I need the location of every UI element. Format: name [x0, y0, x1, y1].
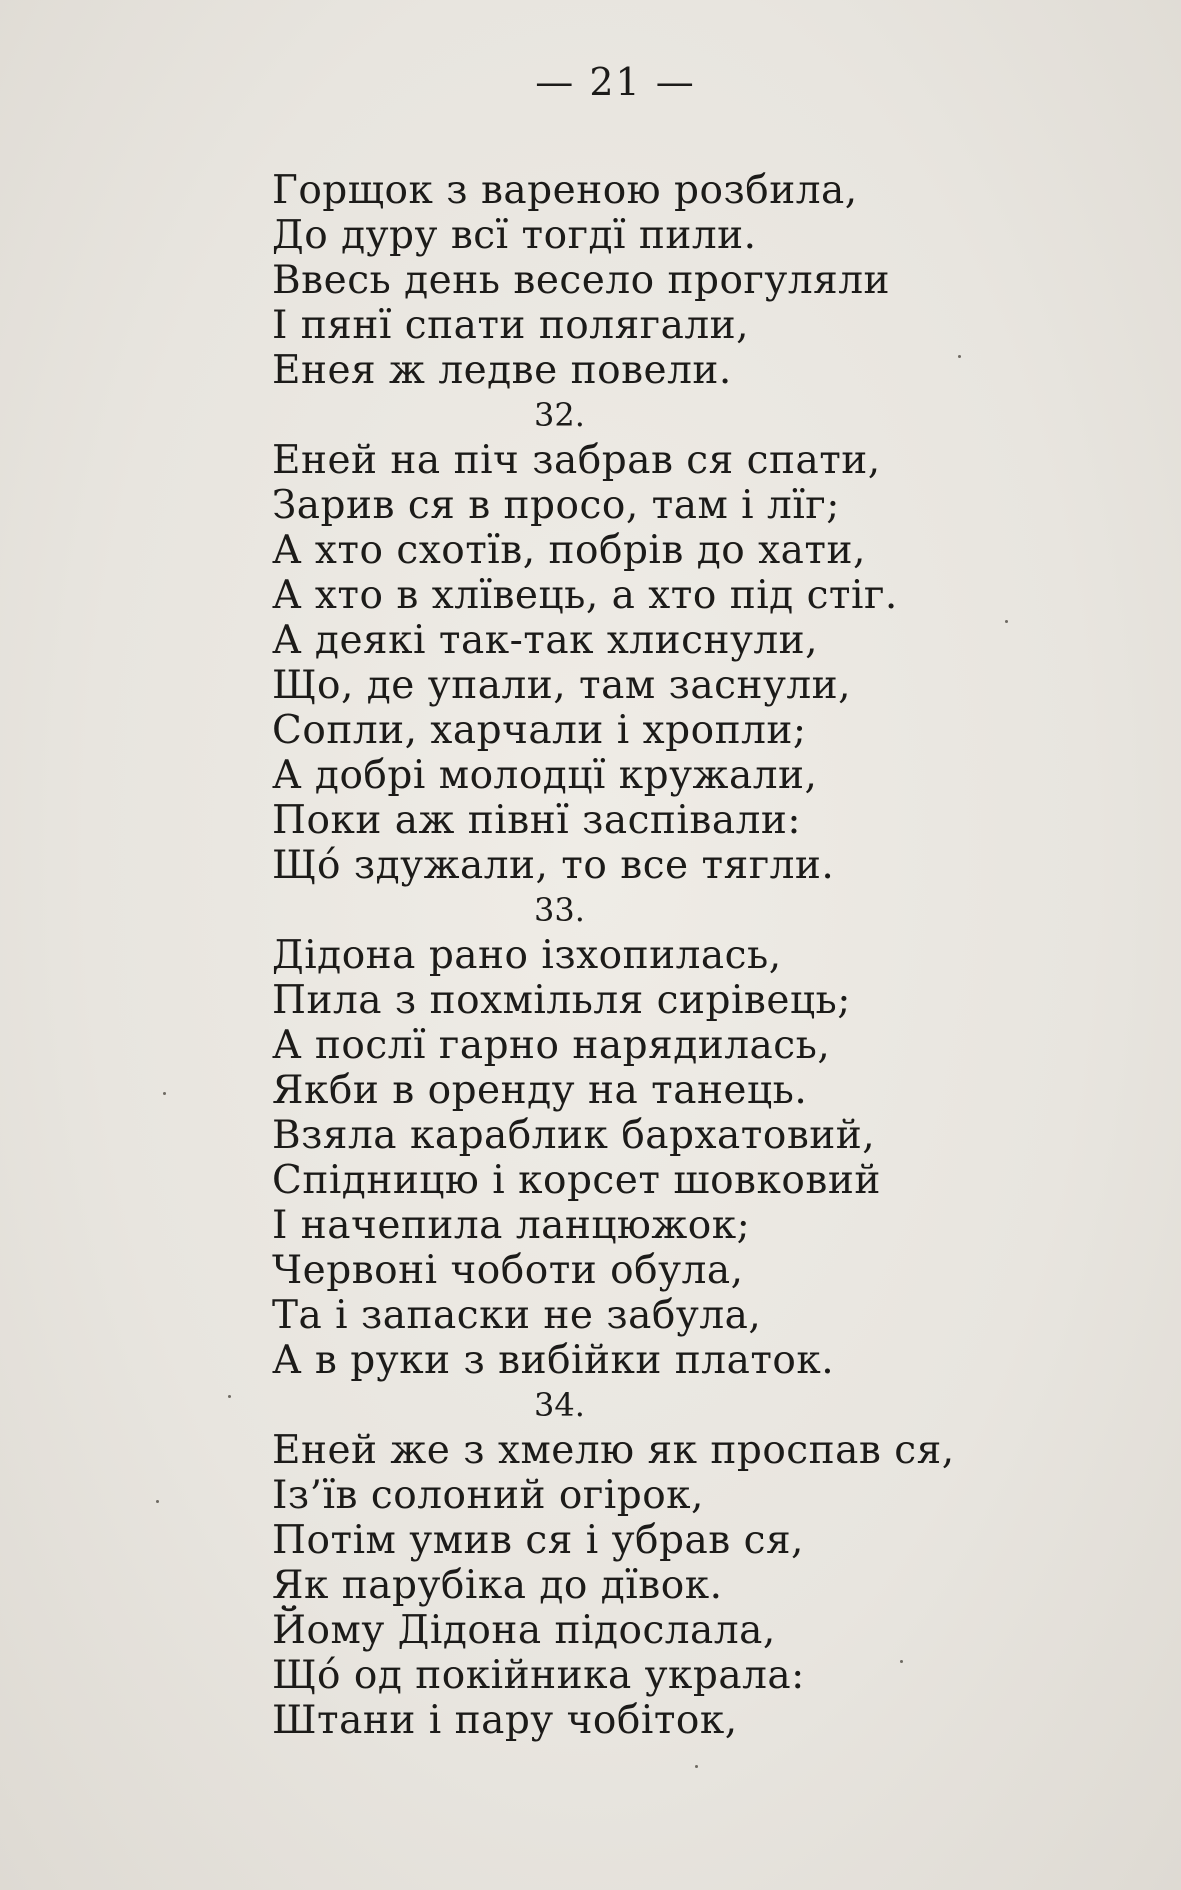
- verse-line: Якби в оренду на танець.: [272, 1068, 808, 1113]
- verse-line: Взяла караблик бархатовий,: [272, 1113, 876, 1158]
- paper-speck: [958, 355, 961, 358]
- stanza-number: 32.: [534, 396, 585, 434]
- verse-line: Еней на піч забрав ся спати,: [272, 438, 881, 483]
- verse-line: Еней же з хмелю як проспав ся,: [272, 1428, 955, 1473]
- verse-line: Що, де упали, там заснули,: [272, 663, 852, 708]
- verse-line: Як парубіка до дївок.: [272, 1563, 723, 1608]
- page-number: — 21 —: [535, 60, 696, 104]
- stanza-32: [272, 393, 1032, 888]
- stanza-number: 34.: [534, 1386, 585, 1424]
- stanza-31-continuation: [272, 168, 1032, 393]
- stanza-number: 33.: [534, 891, 585, 929]
- verse-line: А послї гарно нарядилась,: [272, 1023, 831, 1068]
- verse-line: Сопли, харчали і хропли;: [272, 708, 807, 753]
- verse-line: Потім умив ся і убрав ся,: [272, 1518, 804, 1563]
- verse-line: Спідницю і корсет шовковий: [272, 1158, 881, 1203]
- paper-speck: [900, 1660, 903, 1663]
- verse-line: Щó од покійника украла:: [272, 1653, 805, 1698]
- verse-line: А добрі молодцї кружали,: [272, 753, 818, 798]
- verse-line: Горщок з вареною розбила,: [272, 168, 858, 213]
- verse-line: Йому Дідона підослала,: [272, 1608, 776, 1653]
- paper-speck: [695, 1765, 698, 1768]
- verse-line: Поки аж півнї заспівали:: [272, 798, 802, 843]
- verse-line: А хто в хлївець, а хто під стіг.: [272, 573, 898, 618]
- poem-text: [272, 168, 1032, 1743]
- paper-speck: [228, 1395, 231, 1398]
- paper-speck: [156, 1500, 159, 1503]
- verse-line: Енея ж ледве повели.: [272, 348, 732, 393]
- verse-line: Та і запаски не забула,: [272, 1293, 762, 1338]
- stanza-33: [272, 888, 1032, 1383]
- verse-line: А в руки з вибійки платок.: [272, 1338, 835, 1383]
- verse-line: Пила з похмільля сирівець;: [272, 978, 851, 1023]
- verse-line: А хто схотїв, побрів до хати,: [272, 528, 866, 573]
- verse-line: І начепила ланцюжок;: [272, 1203, 751, 1248]
- stanza-34: [272, 1383, 1032, 1743]
- verse-line: Із’їв солоний огірок,: [272, 1473, 704, 1518]
- verse-line: Червоні чоботи обула,: [272, 1248, 744, 1293]
- verse-line: А деякі так-так хлиснули,: [272, 618, 819, 663]
- verse-line: Щó здужали, то все тягли.: [272, 843, 835, 888]
- verse-line: Дідона рано ізхопилась,: [272, 933, 782, 978]
- verse-line: Зарив ся в просо, там і лїг;: [272, 483, 840, 528]
- paper-speck: [1005, 620, 1008, 623]
- verse-line: До дуру всї тогдї пили.: [272, 213, 757, 258]
- paper-speck: [163, 1092, 166, 1095]
- verse-line: І пянї спати полягали,: [272, 303, 750, 348]
- verse-line: Штани і пару чобіток,: [272, 1698, 738, 1743]
- verse-line: Ввесь день весело прогуляли: [272, 258, 890, 303]
